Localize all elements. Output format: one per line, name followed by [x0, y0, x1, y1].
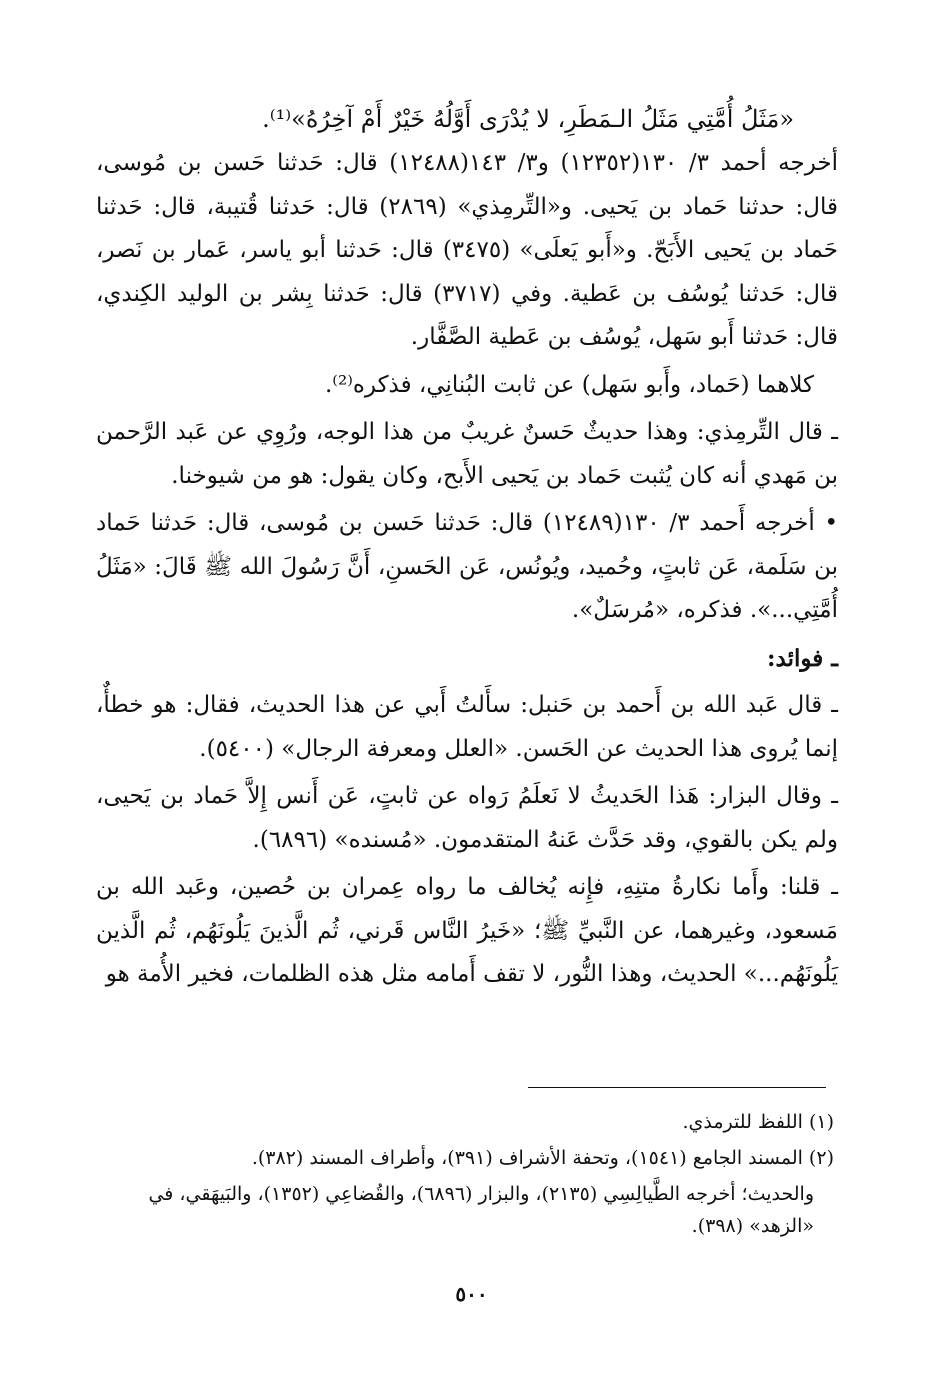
footnote-divider [528, 1087, 826, 1088]
both-narrators-paragraph: كلاهما (حَماد، وأَبو سَهل) عن ثابت البُنانِي، فذكره⁽²⁾. [324, 371, 814, 398]
benefits-heading: ـ فوائد: [767, 644, 838, 672]
footnotes [96, 1106, 834, 1246]
hadith-text: «مَثَلُ أُمَّتِي مَثَلُ الـمَطَرِ، لا يُدْرَى أَوَّلُهُ خَيْرٌ أَمْ آخِرُهُ»⁽¹⁾. [262, 105, 794, 133]
footnote-2-continuation: والحديث؛ أخرجه الطَّيالِسِي (٢١٣٥)، والبزار (٦٨٩٦)، والقُضاعِي (١٣٥٢)، والبَيهَقي، في «الزهد» (٣٩٨). [148, 1183, 814, 1237]
tirmidhi-comment-paragraph: ـ قال التِّرمِذي: وهذا حديثٌ حَسنٌ غريبٌ من هذا الوجه، ورُوِي عن عَبد الرَّحمن بن مَهدي أنه كان يُثبت حَماد بن يَحيى الأَبح، وكان يقول: هو من شيوخنا. [96, 419, 838, 489]
page-body [96, 98, 838, 1001]
footnote-1: (١) اللفظ للترمذي. [682, 1111, 834, 1133]
mursal-paragraph: • أخرجه أَحمد ٣/ ١٣٠(١٢٤٨٩) قال: حَدثنا حَسن بن مُوسى، قال: حَدثنا حَماد بن سَلَمة، عَن ثابتٍ، وحُميد، ويُونُس، عَن الحَسنِ، أَنَّ رَسُولَ الله ﷺ قَالَ: «مَثَلُ أُمَّتِي...». فذكره، «مُرسَلٌ». [96, 510, 839, 623]
page-number: ٥٠٠ [455, 1282, 488, 1306]
ibn-hanbal-paragraph: ـ قال عَبد الله بن أَحمد بن حَنبل: سأَلتُ أَبي عن هذا الحديث، فقال: هو خطأٌ، إنما يُروى هذا الحديث عن الحَسن. «العلل ومعرفة الرجال» (٥٤٠٠). [96, 692, 838, 762]
footnote-2: (٢) المسند الجامع (١٥٤١)، وتحفة الأشراف (٣٩١)، وأطراف المسند (٣٨٢). [251, 1147, 834, 1169]
bazzar-paragraph: ـ وقال البزار: هَذا الحَديثُ لا نَعلَمُ رَواه عن ثابتٍ، عَن أَنس إِلاَّ حَماد بن يَحيى، ولم يكن بالقوي، وقد حَدَّث عَنهُ المتقدمون. «مُسنده» (٦٨٩٦). [96, 783, 838, 853]
takhrij-paragraph: أخرجه أحمد ٣/ ١٣٠(١٢٣٥٢) و٣/ ١٤٣(١٢٤٨٨) قال: حَدثنا حَسن بن مُوسى، قال: حدثنا حَماد بن يَحيى. و«التِّرمِذي» (٢٨٦٩) قال: حَدثنا قُتيبة، قال: حَدثنا حَماد بن يَحيى الأَبَحّ. و«أَبو يَعلَى» (٣٤٧٥) قال: حَدثنا أبو ياسر، عَمار بن نَصر، قال: حَدثنا يُوسُف بن عَطية. وفي (٣٧١٧) قال: حَدثنا بِشر بن الوليد الكِندي، قال: حَدثنا أَبو سَهل، يُوسُف بن عَطية الصَّفَّار. [96, 150, 838, 350]
authors-note-paragraph: ـ قلنا: وأَما نكارةُ متنِهِ، فإِنه يُخالف ما رواه عِمران بن حُصين، وعَبد الله بن مَسعود، وغيرهما، عن النَّبيِّ ﷺ؛ «خَيرُ النَّاس قَرني، ثُم الَّذينَ يَلُونَهُم، ثُم الَّذين يَلُونَهُم...» الحديث، وهذا النُّور، لا تقف أَمامه مثل هذه الظلمات، فخير الأُمة هو [96, 874, 838, 987]
